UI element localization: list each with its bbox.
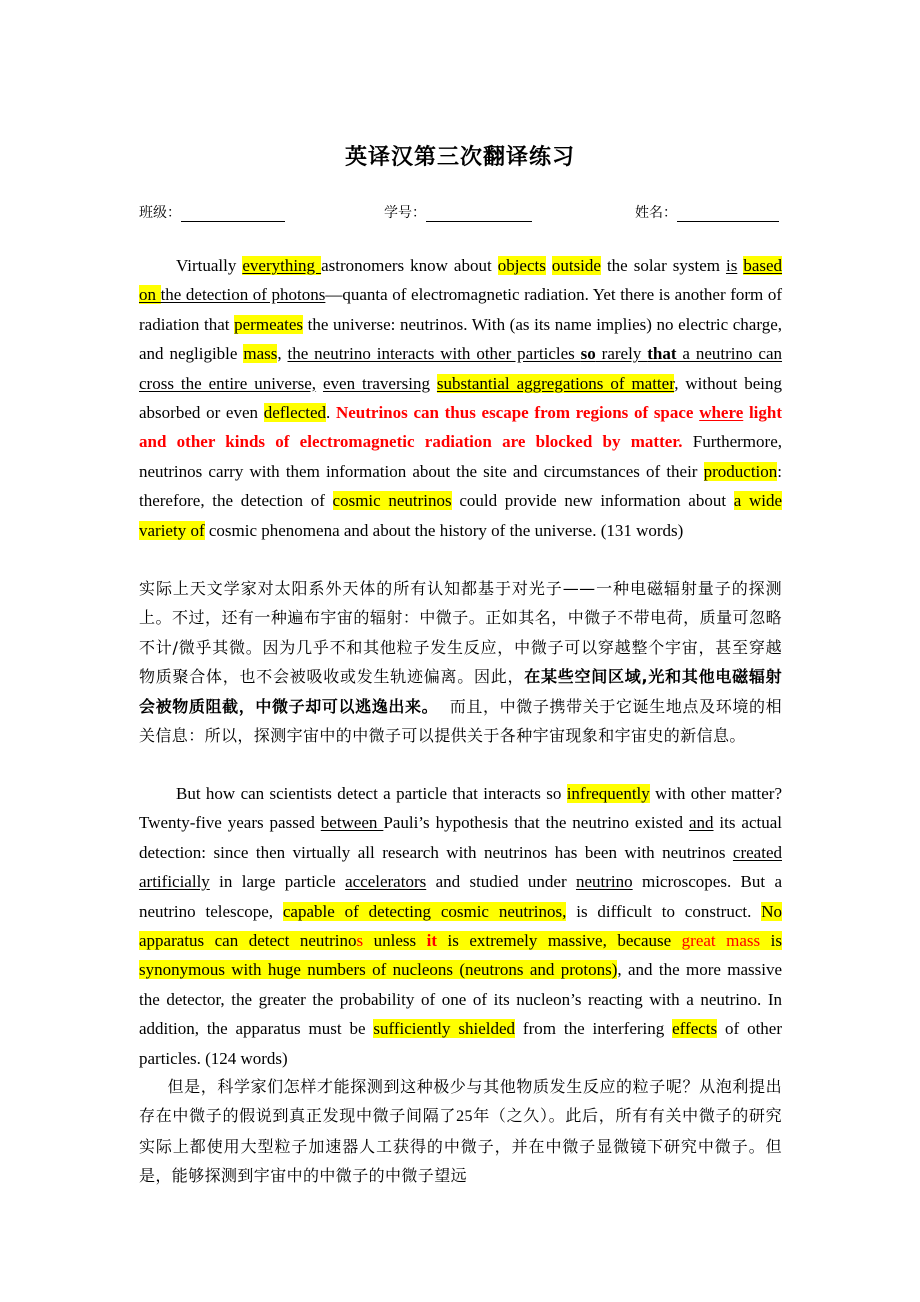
translation-paragraph-1 <box>139 574 782 750</box>
text-run: But how can scientists detect a particle that interacts so <box>176 784 567 803</box>
source-paragraph-2 <box>139 779 782 1073</box>
underlined-phrase: even traversing <box>322 373 430 393</box>
text-run <box>430 374 437 393</box>
highlighted-term: production <box>703 461 778 481</box>
highlighted-term: mass <box>243 344 278 364</box>
student-id-label: 学号： <box>384 205 426 221</box>
text-run: the solar system <box>600 256 726 275</box>
translation-number: 25 <box>456 1108 473 1126</box>
red-highlighted-phrase: great mass <box>681 931 761 951</box>
underlined-phrase: the detection of photons <box>160 285 326 305</box>
underlined-phrase: rarely <box>595 344 648 364</box>
translation-text: 但是，科学家们怎样才能探测到这种极少与其他物质发生反应的粒子呢？ <box>167 1077 700 1096</box>
translation-paragraph-2 <box>139 1072 782 1191</box>
class-label: 班级： <box>139 205 181 221</box>
text-run: in large particle <box>209 872 346 892</box>
highlighted-term: everything <box>242 256 322 275</box>
underlined-phrase: neutrino <box>575 872 633 892</box>
red-emphasis-keyword: where <box>699 403 744 423</box>
highlighted-term: infrequently <box>566 784 650 803</box>
name-label: 姓名： <box>635 205 677 221</box>
red-emphasis-sentence: light and other kinds of electromagnetic radiation are blocked by matter. <box>139 403 783 452</box>
source-paragraph-1 <box>139 251 782 545</box>
student-id-blank[interactable] <box>426 206 532 222</box>
underlined-phrase: a neutrino can cross the entire universe, <box>139 344 783 393</box>
highlighted-term: capable of detecting cosmic neutrinos, <box>282 901 567 921</box>
translation-text: 从泡利提出存在中微子的假说到真正发现中微子间隔了 <box>139 1077 782 1126</box>
text-run: with other matter? Twenty-five years passed <box>139 784 782 833</box>
highlighted-sentence: is synonymous with huge numbers of nucleons (neutrons and protons) <box>139 931 783 980</box>
text-run: of other particles. (124 words) <box>139 1019 782 1068</box>
highlighted-term: outside <box>551 256 601 275</box>
underlined-phrase: the neutrino interacts with other particles <box>287 344 581 364</box>
text-run: Furthermore, neutrinos carry with them information about the site and circumstances of their <box>139 432 782 481</box>
text-run: could provide new information about <box>451 491 734 511</box>
text-run: cosmic phenomena and about the history of the universe. (131 words) <box>204 520 684 540</box>
student-id-field <box>384 202 532 222</box>
underlined-phrase: is <box>725 256 738 275</box>
text-run: microscopes. But a neutrino telescope, <box>139 872 783 921</box>
highlighted-term: cosmic neutrinos <box>332 491 452 511</box>
red-emphasis-keyword: it <box>426 931 438 951</box>
bold-keyword: that <box>647 344 677 364</box>
highlighted-term: based on <box>139 256 783 305</box>
text-run: —quanta of electromagnetic radiation. Yet there is another form of radiation that <box>139 285 782 334</box>
student-info-row <box>139 202 782 222</box>
highlighted-term: effects <box>672 1019 718 1039</box>
highlighted-term: objects <box>497 256 546 275</box>
highlighted-term: substantial aggregations of matter <box>436 373 675 393</box>
text-run: is difficult to construct. <box>566 901 762 921</box>
red-highlighted-letter: s <box>356 931 364 951</box>
text-run: its actual detection: since then virtually all research with neutrinos has been with neutrinos <box>139 813 783 862</box>
name-field <box>635 202 779 222</box>
text-run: astronomers know about <box>321 256 498 275</box>
bold-keyword: so <box>580 344 596 364</box>
red-emphasis-sentence: Neutrinos can thus escape from regions of space <box>335 403 700 423</box>
text-run <box>546 256 552 275</box>
text-run: Virtually <box>176 256 243 275</box>
highlighted-sentence: No apparatus can detect neutrino <box>139 901 783 951</box>
highlighted-term: a wide variety of <box>139 491 783 540</box>
text-run: the universe: neutrinos. With (as its name implies) no electric charge, and negligible <box>139 314 782 364</box>
translation-indent <box>139 1077 168 1096</box>
page-title: 英译汉第三次翻译练习 <box>344 145 575 170</box>
text-run: , <box>277 344 288 364</box>
class-field <box>139 202 285 222</box>
underlined-phrase: accelerators <box>345 872 427 892</box>
text-run <box>316 374 323 393</box>
text-run: and studied under <box>426 872 576 892</box>
highlighted-term: deflected <box>263 403 327 423</box>
text-run: , and the more massive the detector, the greater the probability of one of its nucleon’s reacting with a neutrino. In addition, the apparatus must be <box>139 960 783 1039</box>
underlined-phrase: created artificially <box>139 842 782 892</box>
underlined-phrase: between <box>320 813 384 833</box>
translation-text: 实际上天文学家对太阳系外天体的所有认知都基于对光子——一种电磁辐射量子的探测上。不过，还有一种遍布宇宙的辐射：中微子。正如其名，中微子不带电荷，质量可忽略不计/微乎其微。因为几乎不和其他粒子发生反应，中微子可以穿越整个宇宙，甚至穿越物质聚合体，也不会被吸收或发生轨迹偏离。因此， <box>139 579 782 687</box>
highlighted-sentence: is extremely massive, because <box>437 931 682 951</box>
translation-text: 而且，中微子携带关于它诞生地点及环境的相关信息：所以，探测宇宙中的中微子可以提供关于各种宇宙现象和宇宙史的新信息。 <box>139 696 782 746</box>
class-blank[interactable] <box>181 206 285 222</box>
translation-text: 年（之久）。此后，所有有关中微子的研究实际上都使用大型粒子加速器人工获得的中微子，并在中微子显微镜下研究中微子。但是，能够探测到宇宙中的中微子的中微子望远 <box>139 1106 782 1186</box>
highlighted-sentence: unless <box>363 931 427 951</box>
translation-gap <box>438 697 449 716</box>
highlighted-term: sufficiently shielded <box>373 1019 516 1039</box>
text-run: , without being absorbed or even <box>139 373 783 423</box>
text-run: Pauli’s hypothesis that the neutrino existed <box>383 813 689 833</box>
underlined-phrase: and <box>688 813 714 833</box>
text-run: . <box>326 403 336 423</box>
highlighted-term: permeates <box>234 314 304 334</box>
name-blank[interactable] <box>677 206 779 222</box>
text-run: : therefore, the detection of <box>139 461 782 511</box>
text-run: from the interfering <box>515 1019 673 1039</box>
bold-translation-sentence: 在某些空间区域,光和其他电磁辐射会被物质阻截，中微子却可以逃逸出来。 <box>139 667 782 716</box>
